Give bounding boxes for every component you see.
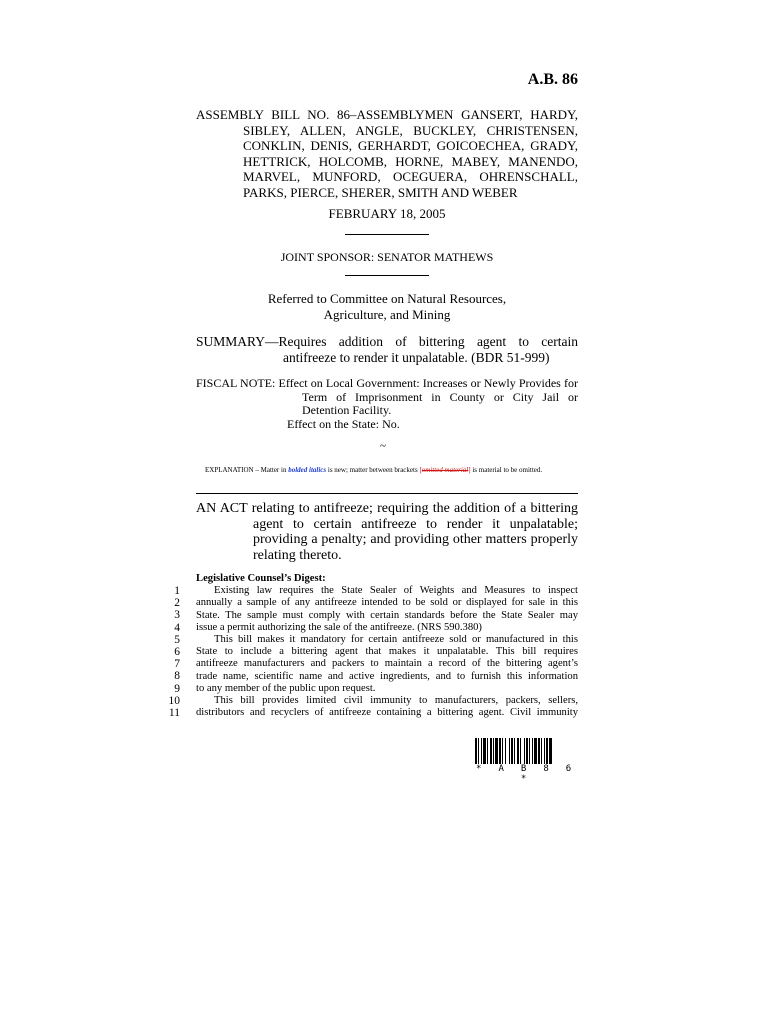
line-number: 5 bbox=[174, 633, 180, 646]
barcode-bar bbox=[532, 738, 533, 764]
line-number: 10 bbox=[168, 694, 180, 707]
barcode-bar bbox=[490, 738, 492, 764]
barcode-bar bbox=[526, 738, 528, 764]
fiscal-note bbox=[196, 377, 578, 431]
barcode-bar bbox=[495, 738, 498, 764]
barcode-bar bbox=[511, 738, 513, 764]
barcode-bar bbox=[505, 738, 506, 764]
digest-heading: Legislative Counsel’s Digest: bbox=[196, 573, 326, 584]
barcode-bar bbox=[544, 738, 545, 764]
explanation-bracket-open: [ bbox=[419, 466, 422, 474]
explanation-omitted-matter: omitted material bbox=[421, 466, 469, 474]
referral-line-2: Agriculture, and Mining bbox=[323, 307, 451, 322]
line-number: 3 bbox=[174, 609, 180, 622]
act-title-block bbox=[196, 501, 578, 563]
line-number: 8 bbox=[174, 670, 180, 683]
barcode-bar bbox=[524, 738, 525, 764]
barcode bbox=[475, 738, 578, 764]
explanation-new-matter: bolded italics bbox=[288, 466, 327, 474]
digest-line: to any member of the public upon request. bbox=[196, 682, 376, 694]
digest-line: distributors and recyclers of antifreeze containing a bittering agent. Civil immunity bbox=[196, 707, 578, 719]
barcode-bar bbox=[538, 738, 540, 764]
digest-line: issue a permit authorizing the sale of the antifreeze. (NRS 590.380) bbox=[196, 621, 482, 633]
barcode-bar bbox=[502, 738, 503, 764]
line-numbers bbox=[160, 585, 180, 719]
separator-tilde: ~ bbox=[380, 440, 386, 452]
explanation-note bbox=[205, 466, 578, 474]
line-number: 11 bbox=[168, 707, 180, 720]
divider-short bbox=[345, 275, 429, 276]
explanation-suffix: is material to be omitted. bbox=[470, 466, 543, 474]
line-number: 1 bbox=[174, 585, 180, 597]
barcode-bar bbox=[529, 738, 530, 764]
barcode-bar bbox=[546, 738, 548, 764]
barcode-bar bbox=[517, 738, 519, 764]
explanation-middle: is new; matter between brackets bbox=[326, 466, 420, 474]
line-number: 2 bbox=[174, 597, 180, 610]
barcode-bar bbox=[541, 738, 542, 764]
digest-line: State. The sample must comply with certain standards before the State Sealer may bbox=[196, 609, 578, 621]
digest-line: trade name, scientific name and active ingredients, and to furnish this information bbox=[196, 670, 578, 682]
divider-short bbox=[345, 234, 429, 235]
legislative-digest bbox=[196, 573, 578, 719]
barcode-bar bbox=[514, 738, 515, 764]
digest-line: antifreeze manufacturers and packers to maintain a record of the bittering agent’s bbox=[196, 658, 578, 670]
line-number: 6 bbox=[174, 646, 180, 659]
barcode-bar bbox=[493, 738, 494, 764]
summary-block bbox=[196, 334, 578, 366]
barcode-bar bbox=[534, 738, 537, 764]
digest-line: Existing law requires the State Sealer of Weights and Measures to inspect bbox=[214, 585, 578, 597]
sponsors-text: ASSEMBLY BILL NO. 86–ASSEMBLYMEN GANSERT, HARDY, SIBLEY, ALLEN, ANGLE, BUCKLEY, CHRISTENSEN, CONKLIN, DENIS, GERHARDT, GOICOECHEA, GRADY, HETTRICK, HOLCOMB, HORNE, MABEY, MANENDO, MARVEL, MUNFORD, OCEGUERA, OHRENSCHALL, PARKS, PIERCE, SHERER, SMITH AND WEBER bbox=[196, 107, 578, 200]
digest-line: This bill makes it mandatory for certain antifreeze sold or manufactured in this bbox=[214, 633, 578, 645]
summary-text: SUMMARY—Requires addition of bittering agent to certain antifreeze to render it unpalatable. (BDR 51-999) bbox=[196, 334, 578, 365]
line-number: 4 bbox=[174, 621, 180, 634]
act-title: AN ACT relating to antifreeze; requiring the addition of a bittering agent to certain antifreeze to render it unpalatable; providing a penalty; and providing other matters properly relating thereto. bbox=[196, 501, 578, 563]
barcode-bar bbox=[478, 738, 479, 764]
line-number: 7 bbox=[174, 658, 180, 671]
fiscal-note-state: Effect on the State: No. bbox=[287, 416, 400, 431]
committee-referral bbox=[196, 291, 578, 323]
barcode-bar bbox=[481, 738, 482, 764]
explanation-bracket-close: ] bbox=[468, 466, 471, 474]
sponsors-block bbox=[196, 107, 578, 200]
barcode-bar bbox=[483, 738, 486, 764]
digest-line: annually a sample of any antifreeze intended to be sold or displayed for sale in this bbox=[196, 597, 578, 609]
referral-line-1: Referred to Committee on Natural Resources, bbox=[267, 291, 507, 306]
digest-line: State to include a bittering agent that makes it unpalatable. This bill requires bbox=[196, 646, 578, 658]
introduction-date: FEBRUARY 18, 2005 bbox=[328, 206, 446, 221]
digest-line: This bill provides limited civil immunity to manufacturers, packers, sellers, bbox=[214, 694, 578, 706]
fiscal-note-local: FISCAL NOTE: Effect on Local Government: Increases or Newly Provides for Term of Imprisonment in County or City Jail or Detention Facility. bbox=[196, 376, 578, 417]
line-number: 9 bbox=[174, 682, 180, 695]
joint-sponsor: JOINT SPONSOR: SENATOR MATHEWS bbox=[280, 250, 494, 264]
bill-number: A.B. 86 bbox=[527, 71, 578, 88]
barcode-bar bbox=[499, 738, 501, 764]
barcode-bar bbox=[520, 738, 521, 764]
explanation-prefix: EXPLANATION – Matter in bbox=[205, 466, 289, 474]
barcode-bar bbox=[549, 738, 552, 764]
barcode-bar bbox=[509, 738, 510, 764]
barcode-bar bbox=[487, 738, 488, 764]
barcode-bar bbox=[475, 738, 477, 764]
barcode-caption: * A B 8 6 * bbox=[476, 764, 577, 784]
divider-full bbox=[196, 493, 578, 494]
